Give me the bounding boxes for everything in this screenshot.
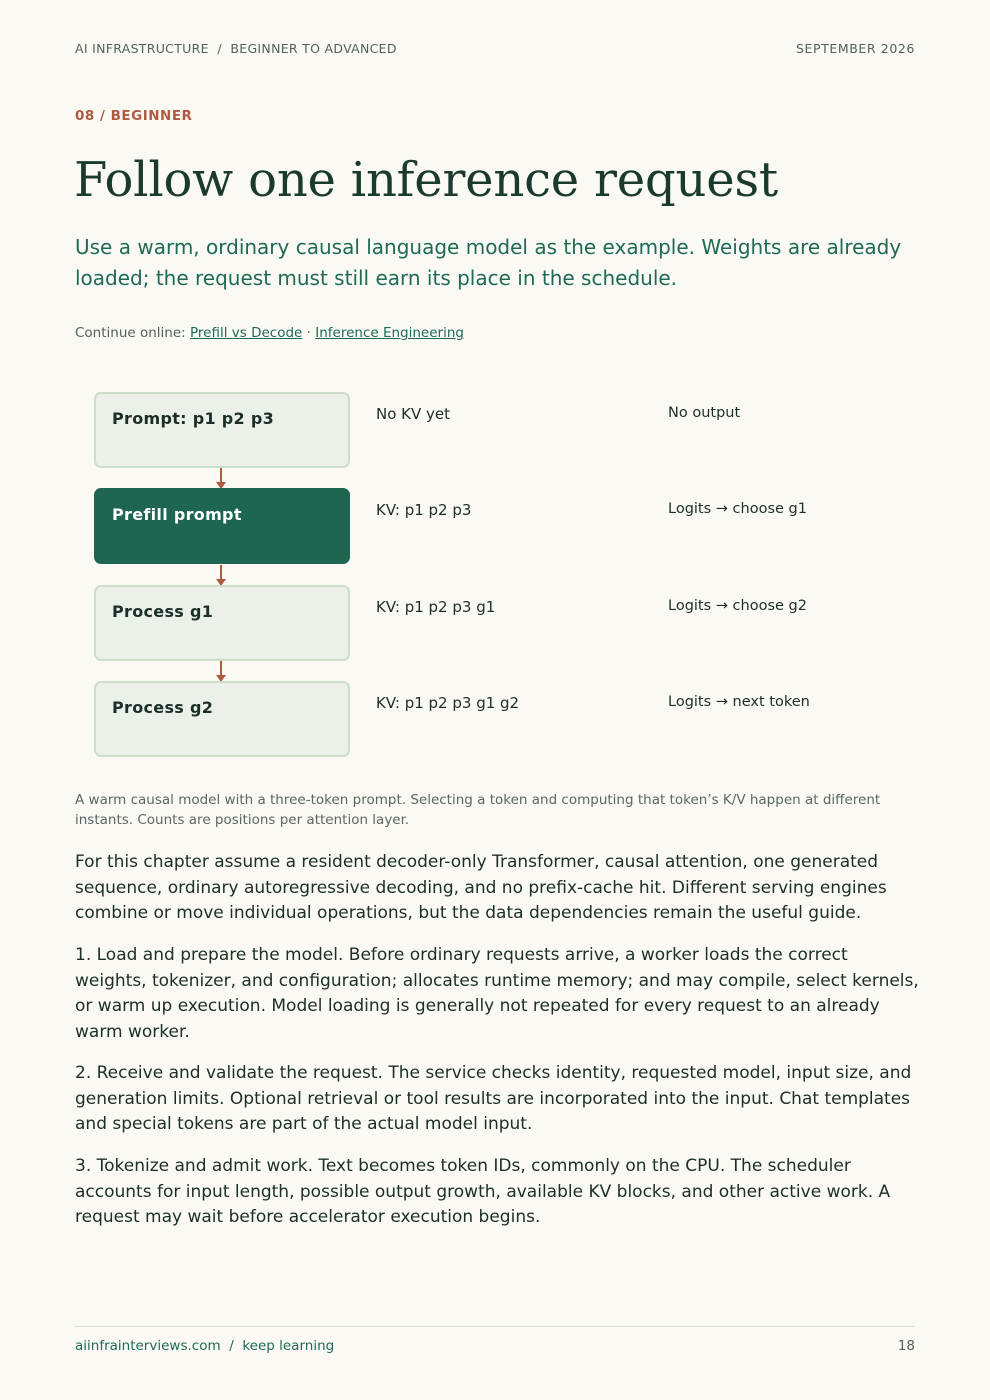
continue-online bbox=[75, 325, 464, 341]
page-number: 18 bbox=[897, 1338, 915, 1354]
running-header-date: SEPTEMBER 2026 bbox=[795, 41, 915, 56]
link-inference-engineering[interactable]: Inference Engineering bbox=[315, 325, 464, 341]
page-title: Follow one inference request bbox=[74, 152, 778, 208]
output-state: Logits → choose g1 bbox=[668, 501, 807, 517]
diagram-caption: A warm causal model with a three-token prompt. Selecting a token and computing that token’s K/V happen at different instants. Counts are positions per attention layer. bbox=[75, 792, 881, 828]
kv-state: KV: p1 p2 p3 bbox=[376, 501, 472, 519]
step-label: Process g2 bbox=[112, 698, 214, 717]
body-paragraph: For this chapter assume a resident decoder-only Transformer, causal attention, one generated sequence, ordinary autoregressive decoding, and no prefix-cache hit. Different serving engines combine or move individual operations, but the data dependencies remain the useful guide. bbox=[75, 852, 887, 924]
step-label: Prompt: p1 p2 p3 bbox=[112, 409, 275, 428]
step-node-process-g1 bbox=[94, 585, 350, 661]
step-node-process-g2 bbox=[94, 681, 350, 757]
step-node-prefill bbox=[94, 488, 350, 564]
running-header-left: AI INFRASTRUCTURE / BEGINNER TO ADVANCED bbox=[75, 41, 397, 56]
kv-state: KV: p1 p2 p3 g1 bbox=[376, 598, 496, 616]
link-prefill-vs-decode[interactable]: Prefill vs Decode bbox=[190, 325, 303, 341]
footer-divider bbox=[75, 1326, 915, 1327]
body-paragraph: 1. Load and prepare the model. Before ordinary requests arrive, a worker loads the correct weights, tokenizer, and configuration; allocates runtime memory; and may compile, select kernels, or warm up execution. Model loading is generally not repeated for every request to an already warm worker. bbox=[75, 945, 919, 1042]
link-separator: · bbox=[302, 325, 316, 341]
output-state: Logits → choose g2 bbox=[668, 598, 807, 614]
step-label: Process g1 bbox=[112, 602, 214, 621]
kv-state: KV: p1 p2 p3 g1 g2 bbox=[376, 694, 520, 712]
continue-prefix: Continue online: bbox=[75, 325, 191, 341]
lede-paragraph: Use a warm, ordinary causal language model as the example. Weights are already loaded; the request must still earn its place in the schedule. bbox=[75, 235, 902, 290]
flow-arrow bbox=[220, 565, 222, 585]
flow-arrow bbox=[220, 661, 222, 681]
step-node-prompt bbox=[94, 392, 350, 468]
footer-site: aiinfrainterviews.com / keep learning bbox=[75, 1338, 335, 1354]
body-paragraph: 2. Receive and validate the request. The service checks identity, requested model, input size, and generation limits. Optional retrieval or tool results are incorporated into the input. Chat templates and special tokens are part of the actual model input. bbox=[75, 1063, 912, 1135]
kv-state: No KV yet bbox=[376, 405, 451, 423]
step-label: Prefill prompt bbox=[112, 505, 242, 524]
section-kicker: 08 / BEGINNER bbox=[75, 108, 193, 124]
flow-arrow bbox=[220, 468, 222, 488]
body-paragraph: 3. Tokenize and admit work. Text becomes token IDs, commonly on the CPU. The scheduler accounts for input length, possible output growth, available KV blocks, and other active work. A request may wait before accelerator execution begins. bbox=[75, 1156, 891, 1228]
output-state: No output bbox=[668, 405, 741, 421]
output-state: Logits → next token bbox=[668, 694, 810, 710]
